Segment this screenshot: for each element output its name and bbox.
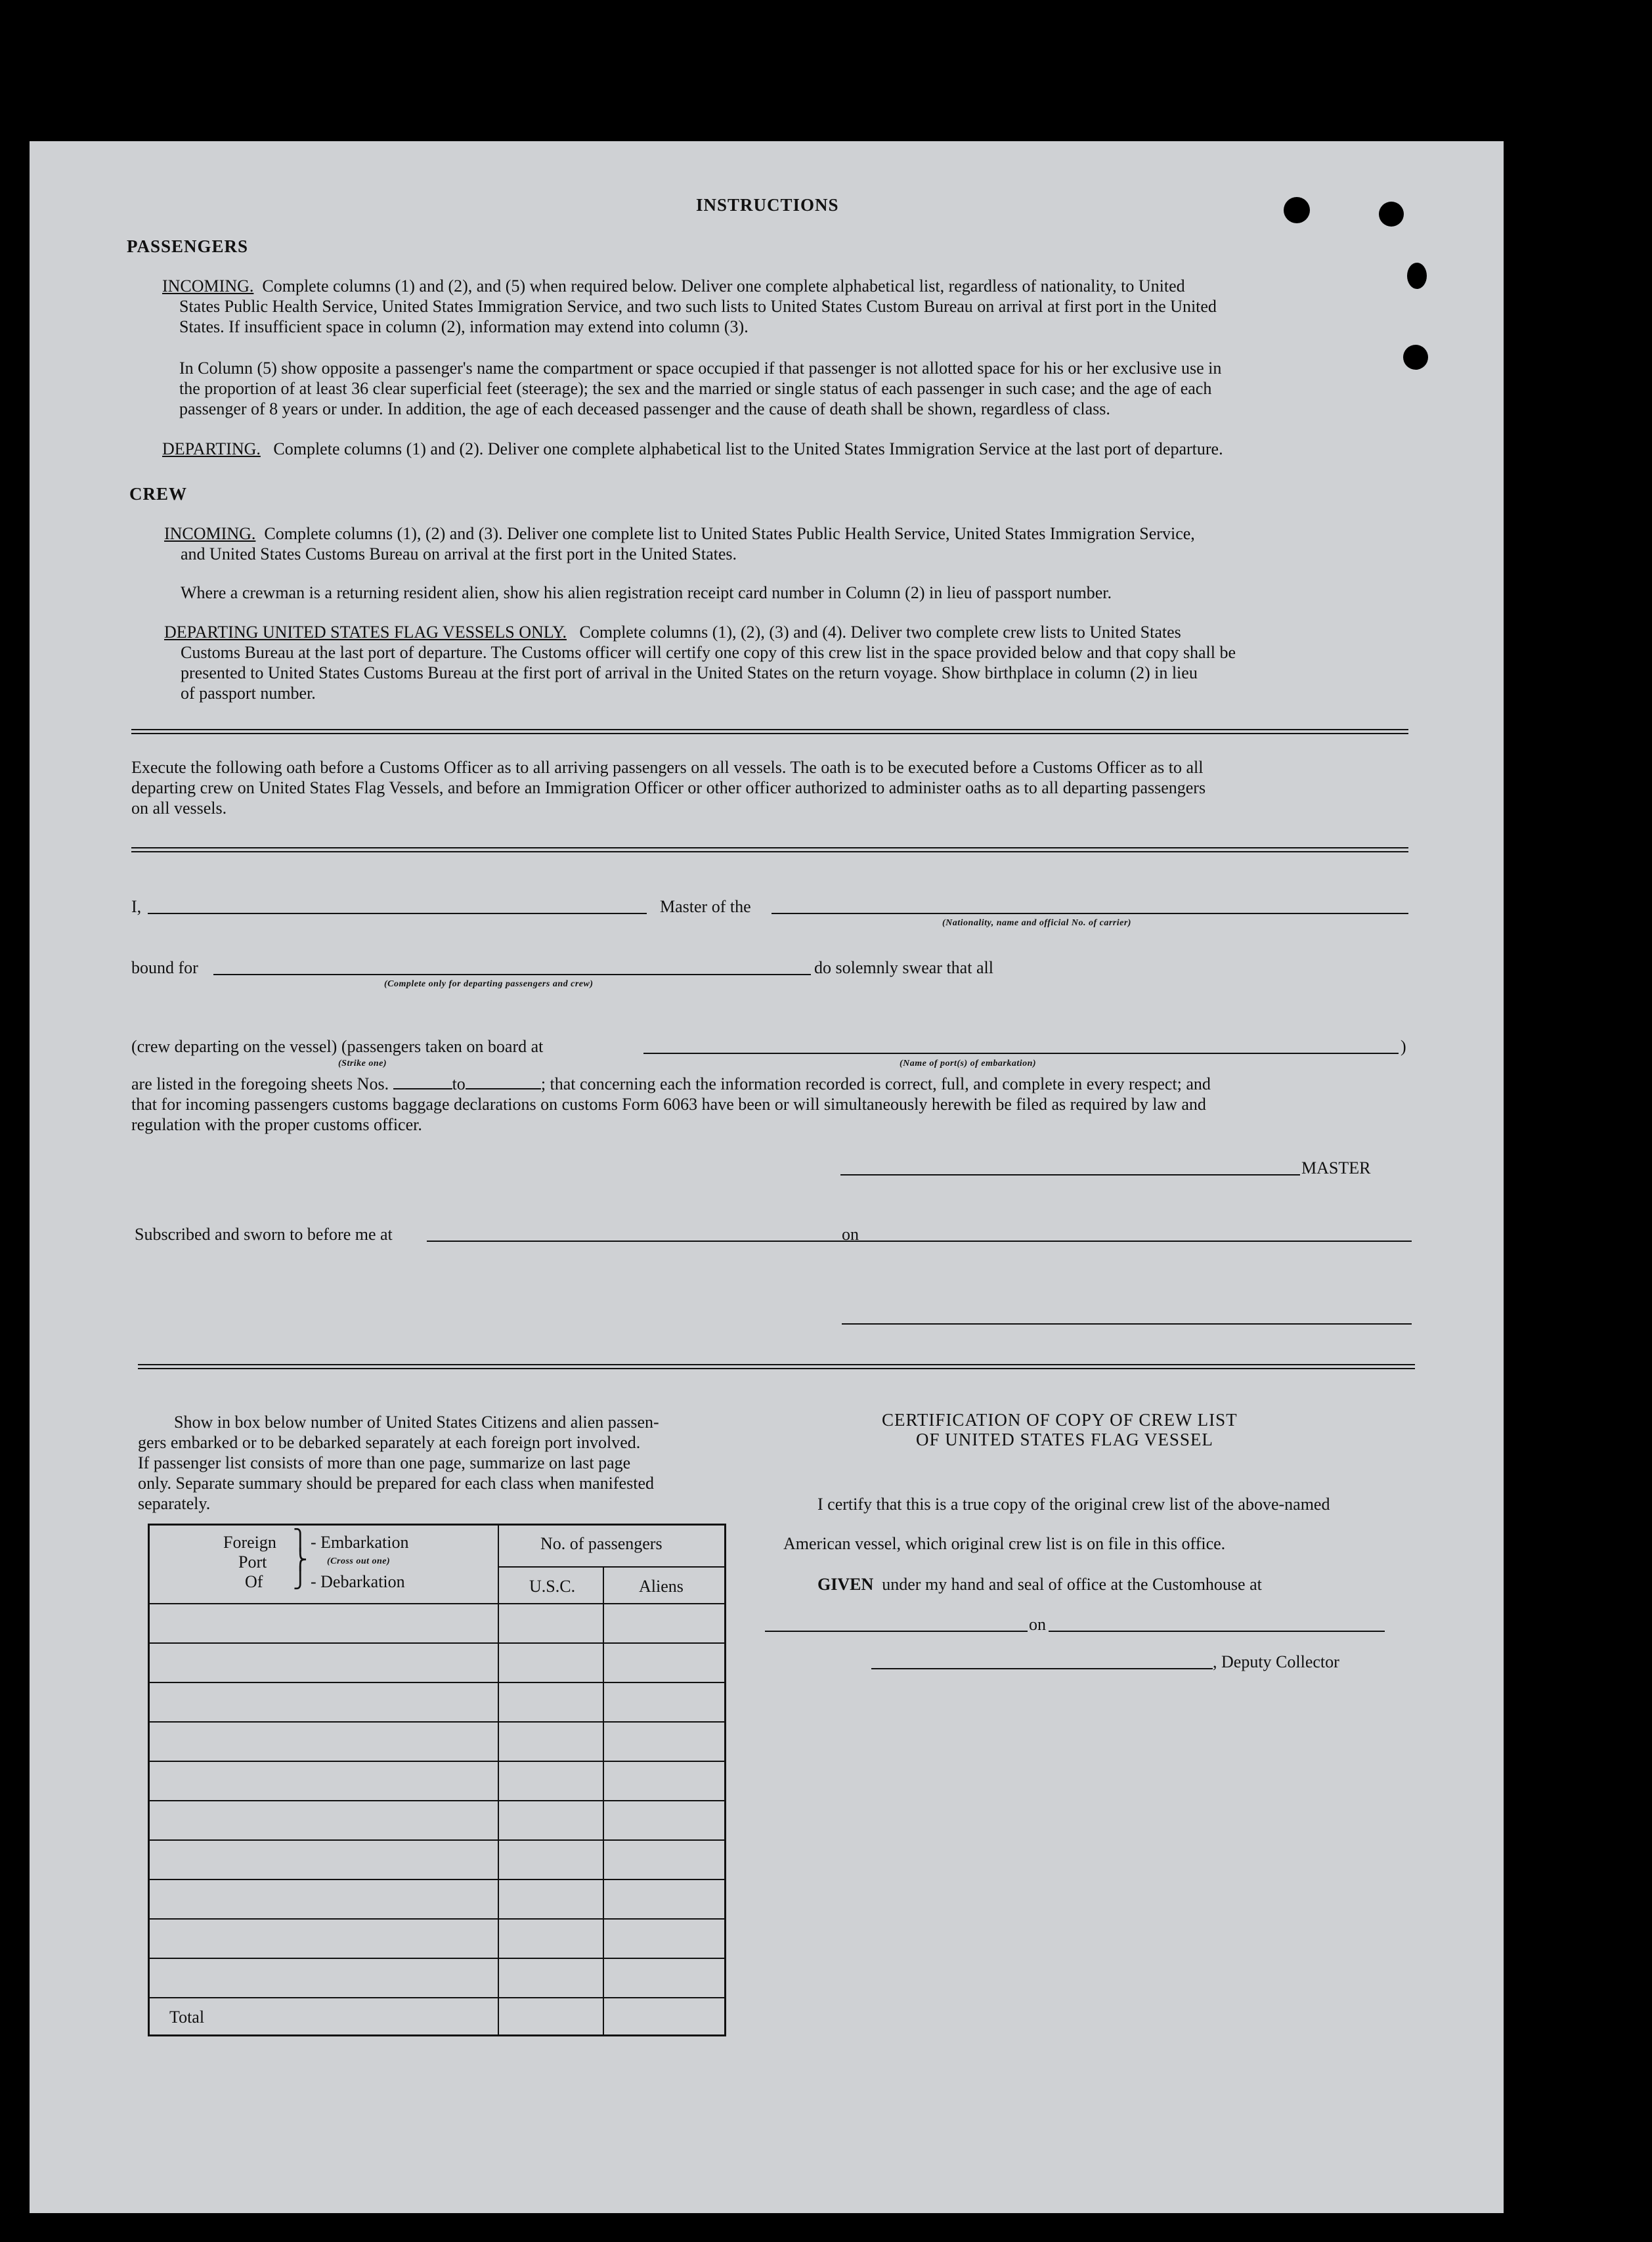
subscribed-place-field[interactable] xyxy=(427,1241,870,1242)
certification-on-label: on xyxy=(1029,1615,1046,1634)
table-row xyxy=(150,1721,724,1723)
certification-title-line-2: OF UNITED STATES FLAG VESSEL xyxy=(916,1430,1213,1449)
column5-line-2: the proportion of at least 36 clear superficial feet (steerage); the sex and the married or single status of each passenger in such case; and the age of each xyxy=(179,379,1212,398)
listed-line-3: regulation with the proper customs officer. xyxy=(131,1115,422,1134)
master-label: MASTER xyxy=(1301,1158,1371,1177)
table-row xyxy=(150,1958,724,1959)
form-page xyxy=(30,141,1504,2213)
master-of-label: Master of the xyxy=(660,897,751,916)
oath-intro-line-3: on all vessels. xyxy=(131,799,227,818)
table-row xyxy=(150,1918,724,1920)
swear-label: do solemnly swear that all xyxy=(814,958,993,977)
crew-incoming-text: Complete columns (1), (2) and (3). Deliver one complete list to United States Public Health Service, United States Immigration Service, xyxy=(264,524,1195,543)
table-header-rule xyxy=(498,1566,724,1568)
departing-label: DEPARTING. xyxy=(162,439,261,458)
master-signature-field[interactable] xyxy=(840,1174,1300,1176)
incoming-line-3: States. If insufficient space in column (2), information may extend into column (3). xyxy=(179,317,749,336)
officer-signature-field[interactable] xyxy=(842,1323,1412,1325)
port-hint: (Name of port(s) of embarkation) xyxy=(900,1059,1037,1068)
sheet-from-field[interactable] xyxy=(393,1075,452,1089)
instructions-title: INSTRUCTIONS xyxy=(696,195,839,215)
incoming-text: Complete columns (1) and (2), and (5) when required below. Deliver one complete alphabetical list, regardless of nationality, to United xyxy=(262,276,1185,296)
summary-text-line-3: If passenger list consists of more than one page, summarize on last page xyxy=(138,1453,631,1472)
given-line xyxy=(817,1574,1262,1594)
column5-line-3: passenger of 8 years or under. In addition, the age of each deceased passenger and the cause of death shall be shown, regardless of class. xyxy=(179,399,1110,418)
debarkation-label: - Debarkation xyxy=(311,1572,405,1591)
crew-incoming-label: INCOMING. xyxy=(164,524,256,543)
listed-line-1 xyxy=(131,1074,1211,1094)
listed-text-b: ; that concerning each the information recorded is correct, full, and complete in every respect; and xyxy=(540,1074,1211,1093)
col-foreign: Foreign xyxy=(223,1533,276,1552)
subscribed-date-field[interactable] xyxy=(870,1241,1412,1242)
certification-date-field[interactable] xyxy=(1049,1631,1385,1632)
cross-out-hint: (Cross out one) xyxy=(327,1556,391,1566)
aliens-header: Aliens xyxy=(639,1577,684,1596)
crew-departing-label: DEPARTING UNITED STATES FLAG VESSELS ONLY. xyxy=(164,623,567,642)
punch-hole xyxy=(1403,345,1428,370)
listed-line-2: that for incoming passengers customs baggage declarations on customs Form 6063 have been or will simultaneously herewith be filed as required by law and xyxy=(131,1095,1206,1114)
total-label: Total xyxy=(169,2008,205,2027)
listed-to-label: to xyxy=(452,1074,466,1093)
embarkation-port-field[interactable] xyxy=(643,1053,1399,1054)
close-paren: ) xyxy=(1401,1037,1406,1056)
crew-departing-text: Complete columns (1), (2), (3) and (4). Deliver two complete crew lists to United States xyxy=(579,623,1181,642)
crew-departing-line-4: of passport number. xyxy=(181,684,316,703)
oath-intro-line-1: Execute the following oath before a Customs Officer as to all arriving passengers on all vessels. The oath is to be executed before a Customs Officer as to all xyxy=(131,758,1204,777)
deputy-collector-label: , Deputy Collector xyxy=(1213,1652,1339,1671)
table-row xyxy=(150,1642,724,1644)
crew-incoming-line-1 xyxy=(164,523,1195,544)
brace-icon: ⎫ xyxy=(293,1529,308,1551)
listed-text-a: are listed in the foregoing sheets Nos. xyxy=(131,1074,389,1093)
bound-for-hint: (Complete only for departing passengers and crew) xyxy=(384,979,594,989)
certify-line-1: I certify that this is a true copy of the original crew list of the above-named xyxy=(817,1495,1330,1514)
certify-line-2: American vessel, which original crew list is on file in this office. xyxy=(783,1534,1226,1553)
departing-line xyxy=(162,439,1223,459)
summary-text-line-5: separately. xyxy=(138,1494,211,1513)
crew-departing-line-3: presented to United States Customs Bureau at the first port of arrival in the United States on the return voyage. Show birthplace in column (2) in lieu xyxy=(181,663,1198,682)
oath-intro-line-2: departing crew on United States Flag Vessels, and before an Immigration Officer or other officer authorized to administer oaths as to all departing passengers xyxy=(131,778,1206,797)
subscribed-on-label: on xyxy=(842,1225,859,1244)
brace-icon: ⎬ xyxy=(293,1549,308,1571)
no-of-passengers-header: No. of passengers xyxy=(540,1534,663,1553)
column5-line-1: In Column (5) show opposite a passenger's name the compartment or space occupied if that passenger is not allotted space for his or her exclusive use in xyxy=(179,359,1222,378)
deputy-signature-field[interactable] xyxy=(871,1668,1213,1669)
punch-hole xyxy=(1379,202,1404,227)
customhouse-field[interactable] xyxy=(765,1631,1028,1632)
incoming-label: INCOMING. xyxy=(162,276,254,296)
embarkation-label: - Embarkation xyxy=(311,1533,409,1552)
brace-icon: ⎭ xyxy=(293,1568,308,1589)
carrier-hint: (Nationality, name and official No. of carrier) xyxy=(942,918,1131,928)
bound-for-label: bound for xyxy=(131,958,198,977)
sheet-to-field[interactable] xyxy=(466,1075,541,1089)
crew-alien-note: Where a crewman is a returning resident alien, show his alien registration receipt card number in Column (2) in lieu of passport number. xyxy=(181,583,1112,602)
crew-departing-oath-label: (crew departing on the vessel) (passengers taken on board at xyxy=(131,1037,544,1056)
table-row xyxy=(150,1800,724,1801)
certification-title-line-1: CERTIFICATION OF COPY OF CREW LIST xyxy=(882,1410,1238,1430)
strike-hint: (Strike one) xyxy=(338,1059,387,1068)
passenger-summary-table xyxy=(148,1524,726,2036)
crew-departing-line-1 xyxy=(164,622,1181,642)
given-text: under my hand and seal of office at the Customhouse at xyxy=(882,1575,1262,1594)
usc-header: U.S.C. xyxy=(529,1577,576,1596)
summary-text-line-4: only. Separate summary should be prepared for each class when manifested xyxy=(138,1474,654,1493)
given-label: GIVEN xyxy=(817,1575,874,1594)
table-row xyxy=(150,1682,724,1683)
departing-text: Complete columns (1) and (2). Deliver one complete alphabetical list to the United States Immigration Service at the last port of departure. xyxy=(273,439,1223,458)
table-row xyxy=(150,1997,724,1998)
table-row xyxy=(150,1839,724,1841)
punch-hole xyxy=(1407,263,1427,289)
crew-incoming-line-2: and United States Customs Bureau on arrival at the first port in the United States. xyxy=(181,544,737,563)
table-row xyxy=(150,1761,724,1762)
table-header-rule xyxy=(150,1603,724,1604)
divider xyxy=(138,1364,1415,1369)
table-row xyxy=(150,1879,724,1880)
master-name-field[interactable] xyxy=(148,913,647,914)
incoming-line-2: States Public Health Service, United States Immigration Service, and two such lists to United States Custom Bureau on arrival at first port in the United xyxy=(179,297,1217,316)
crew-departing-line-2: Customs Bureau at the last port of departure. The Customs officer will certify one copy of this crew list in the space provided below and that copy shall be xyxy=(181,643,1236,662)
crew-heading: CREW xyxy=(129,484,188,504)
divider xyxy=(131,847,1408,852)
subscribed-label: Subscribed and sworn to before me at xyxy=(135,1225,393,1244)
bound-for-field[interactable] xyxy=(213,974,811,975)
col-port: Port xyxy=(238,1552,267,1572)
punch-hole xyxy=(1284,197,1310,223)
summary-text-line-1: Show in box below number of United States Citizens and alien passen- xyxy=(174,1413,659,1432)
passengers-heading: PASSENGERS xyxy=(127,236,249,256)
oath-i-label: I, xyxy=(131,897,142,916)
col-of: Of xyxy=(245,1572,263,1591)
summary-text-line-2: gers embarked or to be debarked separately at each foreign port involved. xyxy=(138,1433,641,1452)
divider xyxy=(131,729,1408,734)
carrier-field[interactable] xyxy=(772,913,1408,914)
incoming-line-1 xyxy=(162,276,1185,296)
